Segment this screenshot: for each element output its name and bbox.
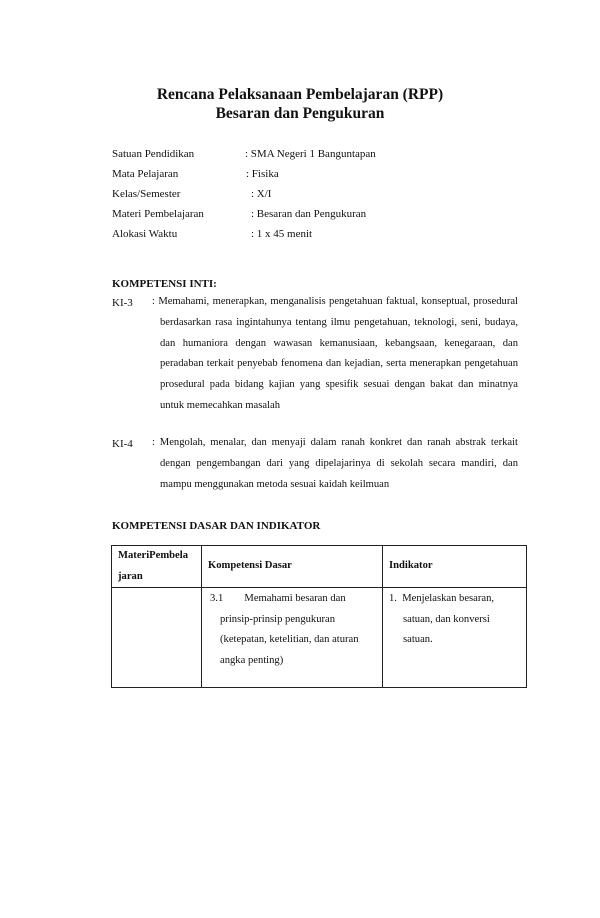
identity-label: Kelas/Semester <box>112 188 181 200</box>
identity-value: : X/I <box>251 188 272 200</box>
identity-label: Materi Pembelajaran <box>112 208 204 220</box>
kompetensi-line: angka penting) <box>220 654 284 666</box>
kompetensi-dasar-heading: KOMPETENSI DASAR DAN INDIKATOR <box>112 520 321 532</box>
document-subtitle: Besaran dan Pengukuran <box>215 105 385 122</box>
identity-row <box>112 207 367 221</box>
kompetensi-line: prinsip-prinsip pengukuran <box>220 613 336 625</box>
header-materi-line2: jaran <box>118 570 143 582</box>
header-materi-line1: MateriPembela <box>118 550 189 561</box>
indikator-line: 1. Menjelaskan besaran, <box>389 593 495 604</box>
identity-value: : SMA Negeri 1 Banguntapan <box>245 148 376 160</box>
identity-label: Satuan Pendidikan <box>112 148 195 160</box>
kompetensi-table <box>111 545 527 688</box>
identity-row <box>112 167 279 181</box>
header-indikator: Indikator <box>383 546 527 588</box>
identity-value: : 1 x 45 menit <box>251 228 313 240</box>
table-row <box>112 588 527 688</box>
identity-row <box>112 227 313 241</box>
cell-kompetensi <box>202 588 383 688</box>
ki-label: KI-3 <box>112 297 133 309</box>
kompetensi-inti-heading: KOMPETENSI INTI: <box>112 278 217 290</box>
kompetensi-line: 3.1 Memahami besaran dan <box>210 593 346 604</box>
cell-indikator <box>383 588 527 688</box>
cell-materi <box>112 588 202 688</box>
identity-row <box>112 187 272 201</box>
document-title: Rencana Pelaksanaan Pembelajaran (RPP) <box>156 86 444 103</box>
identity-label: Mata Pelajaran <box>112 168 179 180</box>
identity-row <box>112 147 376 161</box>
header-materi <box>112 546 202 588</box>
ki-label: KI-4 <box>112 438 133 450</box>
indikator-line: satuan, dan konversi <box>403 613 490 625</box>
identity-label: Alokasi Waktu <box>112 228 178 240</box>
identity-value: : Besaran dan Pengukuran <box>251 208 367 220</box>
table-header-row <box>112 546 527 588</box>
indikator-line: satuan. <box>403 634 433 645</box>
identity-value: : Fisika <box>246 168 279 180</box>
ki-text: : Memahami, menerapkan, menganalisis pengetahuan faktual, konseptual, prosedural berdasarkan rasa ingintahunya tentang ilmu pengetahuan, teknologi, seni, budaya, dan humaniora dengan wawasan kemanusiaan, kebangsaan, kenegaraan, dan peradaban terkait penyebab fenomena dan kejadian, serta menerapkan pengetahuan prosedural pada bidang kajian yang spesifik sesuai dengan bakat dan minatnya untuk memecahkan masalah <box>152 296 518 411</box>
header-kompetensi: Kompetensi Dasar <box>202 546 383 588</box>
kompetensi-line: (ketepatan, ketelitian, dan aturan <box>220 634 359 645</box>
ki-text: : Mengolah, menalar, dan menyaji dalam ranah konkret dan ranah abstrak terkait dengan pengembangan dari yang dipelajarinya di sekolah secara mandiri, dan mampu menggunakan metoda sesuai kaidah keilmuan <box>152 437 518 490</box>
